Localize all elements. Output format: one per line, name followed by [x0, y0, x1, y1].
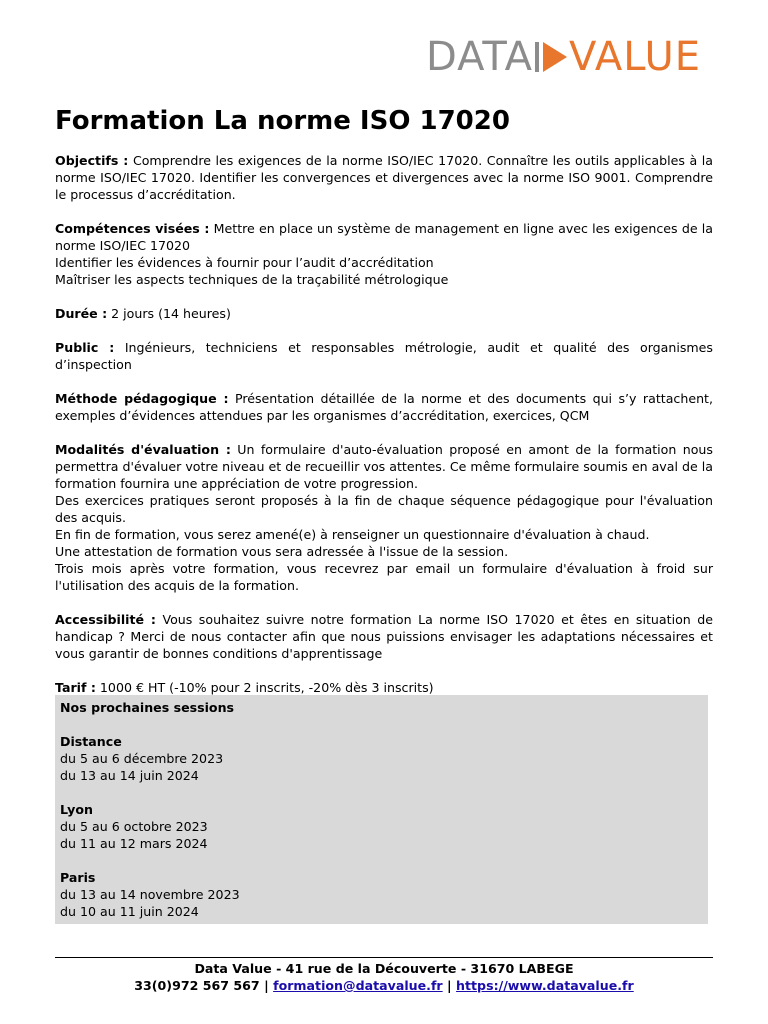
- session-city: Paris: [60, 870, 96, 885]
- accessibilite-text: Vous souhaitez suivre notre formation La norme ISO 17020 et êtes en situation de handicap ? Merci de nous contacter afin que nous puissions envisager les adaptations nécessaires et vous garantir de bonnes conditions d'apprentissage: [55, 612, 713, 661]
- session-date: du 5 au 6 octobre 2023: [60, 819, 208, 834]
- competences-line-2: Identifier les évidences à fournir pour l’audit d’accréditation: [55, 255, 434, 270]
- session-group-paris: [60, 869, 708, 920]
- public-label: Public :: [55, 340, 115, 355]
- footer-separator: |: [264, 978, 269, 993]
- session-date: du 11 au 12 mars 2024: [60, 836, 208, 851]
- footer-contact: [55, 977, 713, 994]
- datavalue-logo: [426, 33, 702, 80]
- session-group-distance: [60, 733, 708, 784]
- logo-play-icon: [543, 42, 567, 72]
- session-group-lyon: [60, 801, 708, 852]
- modalites-line-3: En fin de formation, vous serez amené(e) à renseigner un questionnaire d'évaluation à chaud.: [55, 527, 650, 542]
- competences-label: Compétences visées :: [55, 221, 210, 236]
- footer-website-link[interactable]: https://www.datavalue.fr: [456, 978, 634, 993]
- accessibilite-label: Accessibilité :: [55, 612, 156, 627]
- logo-bar-icon: [535, 42, 539, 72]
- objectifs-label: Objectifs :: [55, 153, 129, 168]
- sessions-box: [55, 695, 708, 924]
- modalites-line-2: Des exercices pratiques seront proposés à la fin de chaque séquence pédagogique pour l'évaluation des acquis.: [55, 493, 713, 525]
- footer-separator: |: [447, 978, 452, 993]
- document-body: [55, 152, 713, 713]
- modalites-line-5: Trois mois après votre formation, vous recevrez par email un formulaire d'évaluation à froid sur l'utilisation des acquis de la formation.: [55, 561, 713, 593]
- public-text: Ingénieurs, techniciens et responsables métrologie, audit et qualité des organismes d’inspection: [55, 340, 713, 372]
- accessibilite-section: [55, 611, 713, 662]
- logo-text-value: VALUE: [569, 33, 702, 80]
- sessions-heading: Nos prochaines sessions: [60, 700, 235, 715]
- duree-section: [55, 305, 713, 322]
- objectifs-text: Comprendre les exigences de la norme ISO/IEC 17020. Connaître les outils applicables à la norme ISO/IEC 17020. Identifier les convergences et divergences avec la norme ISO 9001. Comprendre le processus d’accréditation.: [55, 153, 714, 202]
- session-city: Lyon: [60, 802, 93, 817]
- tarif-label: Tarif :: [55, 680, 96, 695]
- competences-line-3: Maîtriser les aspects techniques de la traçabilité métrologique: [55, 272, 449, 287]
- session-city: Distance: [60, 734, 122, 749]
- tarif-section: [55, 679, 713, 696]
- modalites-line-4: Une attestation de formation vous sera adressée à l'issue de la session.: [55, 544, 509, 559]
- modalites-line-1: Un formulaire d'auto-évaluation proposé en amont de la formation nous permettra d'évaluer votre niveau et de recueillir vos attentes. Ce même formulaire soumis en aval de la formation fournira une appréciation de votre progression.: [55, 442, 713, 491]
- tarif-text: 1000 € HT (-10% pour 2 inscrits, -20% dès 3 inscrits): [99, 680, 434, 695]
- methode-section: [55, 390, 713, 424]
- footer-phone: 33(0)972 567 567: [134, 978, 260, 993]
- footer: [55, 960, 713, 994]
- competences-line-1: Mettre en place un système de management en ligne avec les exigences de la norme ISO/IEC 17020: [55, 221, 713, 253]
- methode-text: Présentation détaillée de la norme et des documents qui s’y rattachent, exemples d’évidences attendues par les organismes d’accréditation, exercices, QCM: [55, 391, 713, 423]
- competences-section: [55, 220, 713, 288]
- modalites-section: [55, 441, 713, 594]
- session-date: du 13 au 14 novembre 2023: [60, 887, 240, 902]
- session-date: du 5 au 6 décembre 2023: [60, 751, 224, 766]
- duree-label: Durée :: [55, 306, 108, 321]
- public-section: [55, 339, 713, 373]
- page-title: Formation La norme ISO 17020: [55, 106, 510, 136]
- session-date: du 13 au 14 juin 2024: [60, 768, 199, 783]
- footer-divider: [55, 957, 713, 958]
- modalites-label: Modalités d'évaluation :: [55, 442, 231, 457]
- duree-text: 2 jours (14 heures): [111, 306, 231, 321]
- objectifs-section: [55, 152, 713, 203]
- session-date: du 10 au 11 juin 2024: [60, 904, 199, 919]
- footer-address: Data Value - 41 rue de la Découverte - 31670 LABEGE: [194, 961, 574, 976]
- logo-text-data: DATA: [426, 33, 534, 80]
- footer-email-link[interactable]: formation@datavalue.fr: [273, 978, 443, 993]
- methode-label: Méthode pédagogique :: [55, 391, 229, 406]
